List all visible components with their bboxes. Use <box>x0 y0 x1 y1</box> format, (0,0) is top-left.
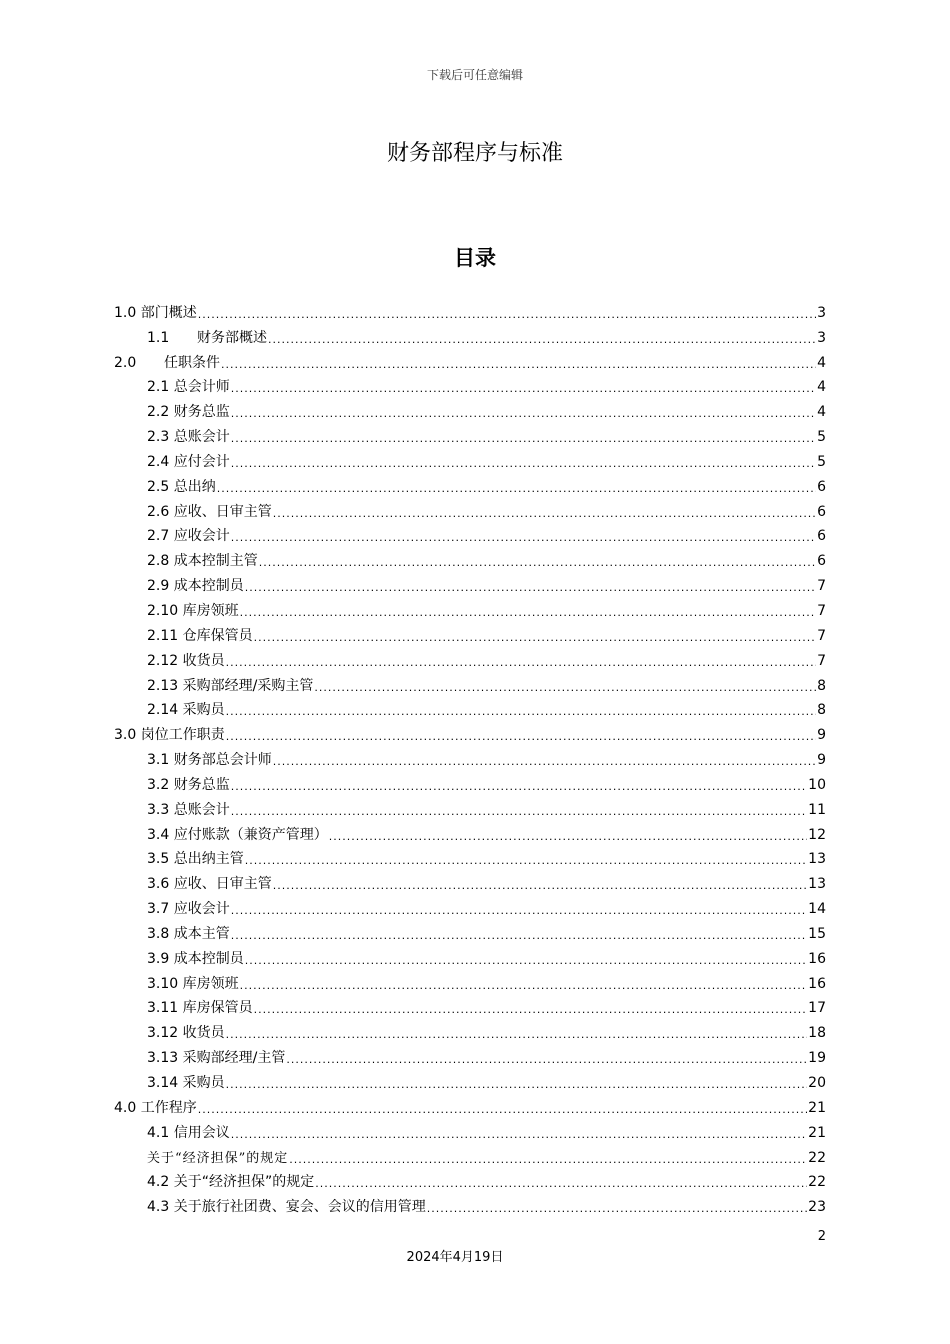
toc-entry[interactable] <box>114 396 826 421</box>
toc-entry-text: 成本控制主管 <box>173 553 258 570</box>
toc-entry-text: 关于“经济担保”的规定 <box>147 1150 289 1166</box>
toc-entry-text: 总出纳 <box>173 478 216 495</box>
toc-entry[interactable] <box>114 769 826 794</box>
toc-dot-leader <box>226 730 816 744</box>
toc-entry-page: 13 <box>808 876 826 893</box>
toc-dot-leader <box>231 407 816 421</box>
toc-heading: 目录 <box>454 246 496 270</box>
toc-entry-label <box>147 628 253 645</box>
toc-entry-page: 13 <box>808 851 826 868</box>
toc-entry[interactable] <box>114 695 826 720</box>
toc-entry-text: 关于旅行社团费、宴会、会议的信用管理 <box>173 1199 426 1216</box>
toc-dot-leader <box>226 705 816 719</box>
toc-entry-label <box>147 702 225 719</box>
toc-entry-label <box>147 1025 225 1042</box>
toc-entry-label <box>147 1150 288 1167</box>
toc-entry-text: 应收、日审主管 <box>173 876 272 893</box>
toc-entry-label <box>147 777 230 794</box>
toc-dot-leader <box>273 755 816 769</box>
toc-entry-page: 3 <box>817 304 826 321</box>
toc-entry[interactable] <box>114 1042 826 1067</box>
toc-entry-label <box>114 355 220 372</box>
toc-entry-label <box>147 678 313 695</box>
toc-entry-page: 15 <box>808 925 826 942</box>
toc-dot-leader <box>329 830 807 844</box>
toc-entry-label <box>147 1174 314 1191</box>
toc-entry[interactable] <box>114 545 826 570</box>
toc-entry-number: 3.9 <box>147 950 170 967</box>
toc-entry-label <box>147 454 230 471</box>
toc-entry-number: 2.7 <box>147 528 170 545</box>
toc-entry-page: 21 <box>808 1099 826 1116</box>
toc-dot-leader <box>231 531 816 545</box>
toc-entry-text: 总账会计 <box>173 801 230 818</box>
toc-entry-page: 8 <box>817 677 826 694</box>
toc-dot-leader <box>226 1078 808 1092</box>
toc-entry-number: 3.6 <box>147 876 170 893</box>
toc-dot-leader <box>231 382 816 396</box>
toc-entry-label <box>147 802 230 819</box>
toc-dot-leader <box>231 780 807 794</box>
toc-entry-number: 4.3 <box>147 1199 170 1216</box>
toc-entry[interactable] <box>114 347 826 372</box>
toc-entry-page: 7 <box>817 652 826 669</box>
toc-dot-leader <box>217 482 816 496</box>
toc-dot-leader <box>286 1053 807 1067</box>
toc-entry-label <box>147 827 328 844</box>
toc-entry-number: 3.5 <box>147 851 170 868</box>
toc-entry-number: 3.14 <box>147 1075 179 1091</box>
toc-entry-page: 11 <box>808 801 826 818</box>
toc-entry-label <box>147 1075 225 1092</box>
toc-dot-leader <box>226 656 816 670</box>
toc-entry[interactable] <box>114 322 826 347</box>
toc-entry-page: 7 <box>817 578 826 595</box>
toc-entry-page: 22 <box>808 1174 826 1191</box>
toc-entry-number: 2.6 <box>147 503 170 520</box>
toc-entry-number: 3.8 <box>147 925 170 942</box>
toc-dot-leader <box>245 581 816 595</box>
toc-entry-text: 库房领班 <box>182 602 239 619</box>
toc-dot-leader <box>240 979 808 993</box>
toc-entry-text: 应收会计 <box>173 901 230 918</box>
toc-entry[interactable] <box>114 1167 826 1192</box>
toc-entry-page: 7 <box>817 602 826 619</box>
toc-entry-label <box>147 603 239 620</box>
footer-date: 2024年4月19日 <box>406 1250 504 1265</box>
toc-entry-number: 2.1 <box>147 379 170 396</box>
toc-dot-leader <box>221 358 816 372</box>
toc-entry-page: 6 <box>817 503 826 520</box>
toc-entry-text: 成本控制员 <box>173 578 244 595</box>
toc-dot-leader <box>231 1128 807 1142</box>
toc-entry[interactable] <box>114 595 826 620</box>
toc-entry-number: 2.0 <box>114 354 137 371</box>
toc-entry-page: 16 <box>808 975 826 992</box>
toc-entry-page: 16 <box>808 950 826 967</box>
toc-entry[interactable] <box>114 620 826 645</box>
toc-entry-text: 财务部总会计师 <box>173 752 272 769</box>
toc-dot-leader <box>198 308 816 322</box>
toc-entry-page: 18 <box>808 1025 826 1042</box>
table-of-contents <box>114 297 826 1216</box>
toc-entry-label <box>114 727 225 744</box>
toc-entry[interactable] <box>114 893 826 918</box>
toc-entry-label <box>147 976 239 993</box>
toc-entry-text: 财务总监 <box>173 404 230 421</box>
toc-entry-label <box>147 876 272 893</box>
toc-entry-text: 部门概述 <box>140 304 197 321</box>
toc-entry-text: 应收会计 <box>173 528 230 545</box>
toc-entry-page: 12 <box>808 826 826 843</box>
toc-entry-label <box>147 926 230 943</box>
toc-entry[interactable] <box>114 719 826 744</box>
toc-entry-number: 3.11 <box>147 1000 179 1017</box>
toc-dot-leader <box>427 1202 807 1216</box>
toc-entry[interactable] <box>114 372 826 397</box>
toc-dot-leader <box>273 879 807 893</box>
toc-entry-number: 3.4 <box>147 826 170 843</box>
toc-entry-text: 总账会计 <box>173 429 230 446</box>
toc-entry-label <box>147 504 272 521</box>
toc-entry-text: 应收、日审主管 <box>173 503 272 520</box>
toc-entry-text: 岗位工作职责 <box>140 727 225 744</box>
toc-entry[interactable] <box>114 794 826 819</box>
toc-entry-page: 22 <box>808 1149 826 1166</box>
toc-entry[interactable] <box>114 446 826 471</box>
toc-entry-text: 采购员 <box>182 1075 225 1091</box>
document-title: 财务部程序与标准 <box>386 141 563 166</box>
toc-entry[interactable] <box>114 744 826 769</box>
toc-entry-text: 财务总监 <box>173 776 230 793</box>
toc-entry-text: 成本主管 <box>173 925 230 942</box>
toc-entry-text: 收货员 <box>182 652 225 669</box>
toc-entry-number: 3.1 <box>147 752 170 769</box>
toc-entry[interactable] <box>114 471 826 496</box>
toc-entry[interactable] <box>114 819 826 844</box>
toc-entry-number: 3.7 <box>147 901 170 918</box>
toc-entry[interactable] <box>114 570 826 595</box>
toc-entry-number: 2.14 <box>147 702 179 719</box>
toc-entry-text: 总出纳主管 <box>173 851 244 868</box>
toc-entry-label <box>114 305 197 322</box>
toc-entry-text: 任职条件 <box>164 354 220 371</box>
toc-entry-label <box>147 1050 285 1067</box>
toc-entry-page: 20 <box>808 1075 826 1091</box>
toc-entry-number: 2.10 <box>147 602 179 619</box>
toc-entry-text: 采购部经理/采购主管 <box>182 677 314 694</box>
toc-entry[interactable] <box>114 943 826 968</box>
toc-entry[interactable] <box>114 521 826 546</box>
toc-entry-text: 应付账款（兼资产管理） <box>173 826 328 843</box>
toc-entry-text: 采购员 <box>182 702 225 719</box>
toc-entry-number: 3.2 <box>147 776 170 793</box>
toc-entry-page: 14 <box>808 901 826 918</box>
toc-entry-page: 19 <box>808 1050 826 1067</box>
toc-entry-text: 库房领班 <box>182 975 239 992</box>
toc-dot-leader <box>254 631 816 645</box>
toc-entry-page: 21 <box>808 1124 826 1141</box>
toc-entry-label <box>147 653 225 670</box>
toc-entry-number: 2.13 <box>147 677 179 694</box>
toc-dot-leader <box>231 457 816 471</box>
toc-entry-label <box>114 1100 197 1117</box>
toc-entry-page: 3 <box>817 329 826 346</box>
toc-entry-number: 3.0 <box>114 727 137 744</box>
toc-dot-leader <box>231 929 807 943</box>
toc-dot-leader <box>289 1153 807 1167</box>
toc-entry-number: 3.10 <box>147 975 179 992</box>
toc-entry-page: 5 <box>817 429 826 446</box>
toc-entry-number: 2.3 <box>147 429 170 446</box>
toc-entry-label <box>147 404 230 421</box>
toc-entry-page: 17 <box>808 1000 826 1017</box>
toc-entry-text: 工作程序 <box>140 1099 197 1116</box>
toc-entry[interactable] <box>114 496 826 521</box>
toc-entry-number: 2.4 <box>147 453 170 470</box>
toc-entry[interactable] <box>114 1067 826 1092</box>
toc-dot-leader <box>231 805 807 819</box>
toc-entry[interactable] <box>114 297 826 322</box>
toc-entry[interactable] <box>114 1142 826 1167</box>
toc-entry[interactable] <box>114 645 826 670</box>
toc-entry-page: 5 <box>817 453 826 470</box>
toc-entry-number: 1.0 <box>114 304 137 321</box>
toc-entry-page: 23 <box>808 1199 826 1216</box>
toc-entry-page: 8 <box>817 702 826 719</box>
toc-entry-label <box>147 379 230 396</box>
header-note: 下载后可任意编辑 <box>426 68 523 82</box>
toc-entry-text: 财务部概述 <box>197 329 267 346</box>
toc-entry-number: 3.13 <box>147 1050 179 1067</box>
toc-entry-page: 4 <box>817 379 826 396</box>
toc-entry[interactable] <box>114 844 826 869</box>
toc-entry-label <box>147 951 244 968</box>
toc-entry-text: 总会计师 <box>173 379 230 396</box>
toc-entry-label <box>147 429 230 446</box>
toc-entry-page: 6 <box>817 553 826 570</box>
toc-entry[interactable] <box>114 1117 826 1142</box>
toc-dot-leader <box>240 606 816 620</box>
toc-entry-number: 4.0 <box>114 1099 137 1116</box>
toc-dot-leader <box>198 1103 807 1117</box>
toc-entry-text: 收货员 <box>182 1025 225 1042</box>
toc-entry-label <box>147 1199 426 1216</box>
toc-entry-label <box>147 1000 253 1017</box>
toc-dot-leader <box>315 1177 807 1191</box>
toc-entry-number: 2.9 <box>147 578 170 595</box>
toc-entry-text: 信用会议 <box>173 1124 230 1141</box>
toc-entry-text: 采购部经理/主管 <box>182 1050 286 1067</box>
toc-entry-text: 仓库保管员 <box>182 627 253 644</box>
toc-entry-text: 成本控制员 <box>173 950 244 967</box>
toc-dot-leader <box>231 904 807 918</box>
toc-entry[interactable] <box>114 918 826 943</box>
toc-entry-label <box>147 752 272 769</box>
toc-dot-leader <box>259 556 816 570</box>
toc-dot-leader <box>245 954 807 968</box>
toc-entry-number: 3.12 <box>147 1025 179 1042</box>
toc-entry-number: 1.1 <box>147 329 170 346</box>
toc-entry[interactable] <box>114 993 826 1018</box>
toc-entry-label <box>147 1125 230 1142</box>
toc-entry-label <box>147 330 267 347</box>
toc-entry[interactable] <box>114 670 826 695</box>
toc-entry-number: 2.5 <box>147 478 170 495</box>
toc-entry-label <box>147 528 230 545</box>
toc-entry[interactable] <box>114 1017 826 1042</box>
toc-entry-page: 4 <box>817 404 826 421</box>
page-number: 2 <box>817 1229 826 1244</box>
toc-entry-page: 9 <box>817 752 826 769</box>
toc-entry-text: 应付会计 <box>173 453 230 470</box>
toc-entry-text: 库房保管员 <box>182 1000 253 1017</box>
toc-entry-number: 3.3 <box>147 801 170 818</box>
toc-entry[interactable] <box>114 421 826 446</box>
toc-entry-label <box>147 901 230 918</box>
toc-entry-number: 2.8 <box>147 553 170 570</box>
toc-entry-page: 6 <box>817 478 826 495</box>
toc-entry[interactable] <box>114 868 826 893</box>
toc-entry-number: 4.1 <box>147 1124 170 1141</box>
toc-entry[interactable] <box>114 1191 826 1216</box>
toc-entry-label <box>147 479 216 496</box>
toc-dot-leader <box>314 681 816 695</box>
toc-entry-label <box>147 578 244 595</box>
toc-entry-label <box>147 553 258 570</box>
toc-dot-leader <box>273 507 816 521</box>
toc-entry-page: 9 <box>817 727 826 744</box>
toc-dot-leader <box>268 333 816 347</box>
toc-entry-page: 7 <box>817 627 826 644</box>
toc-dot-leader <box>245 854 807 868</box>
toc-entry-label <box>147 851 244 868</box>
toc-entry[interactable] <box>114 968 826 993</box>
toc-entry[interactable] <box>114 1092 826 1117</box>
toc-entry-number: 2.12 <box>147 652 179 669</box>
toc-dot-leader <box>226 1028 808 1042</box>
toc-entry-number: 2.2 <box>147 404 170 421</box>
toc-entry-page: 10 <box>808 776 826 793</box>
toc-dot-leader <box>231 432 816 446</box>
toc-entry-page: 6 <box>817 528 826 545</box>
toc-entry-page: 4 <box>817 354 826 371</box>
toc-entry-number: 4.2 <box>147 1174 170 1191</box>
toc-entry-number: 2.11 <box>147 627 179 644</box>
toc-entry-text: 关于“经济担保”的规定 <box>173 1174 315 1191</box>
toc-dot-leader <box>254 1003 808 1017</box>
